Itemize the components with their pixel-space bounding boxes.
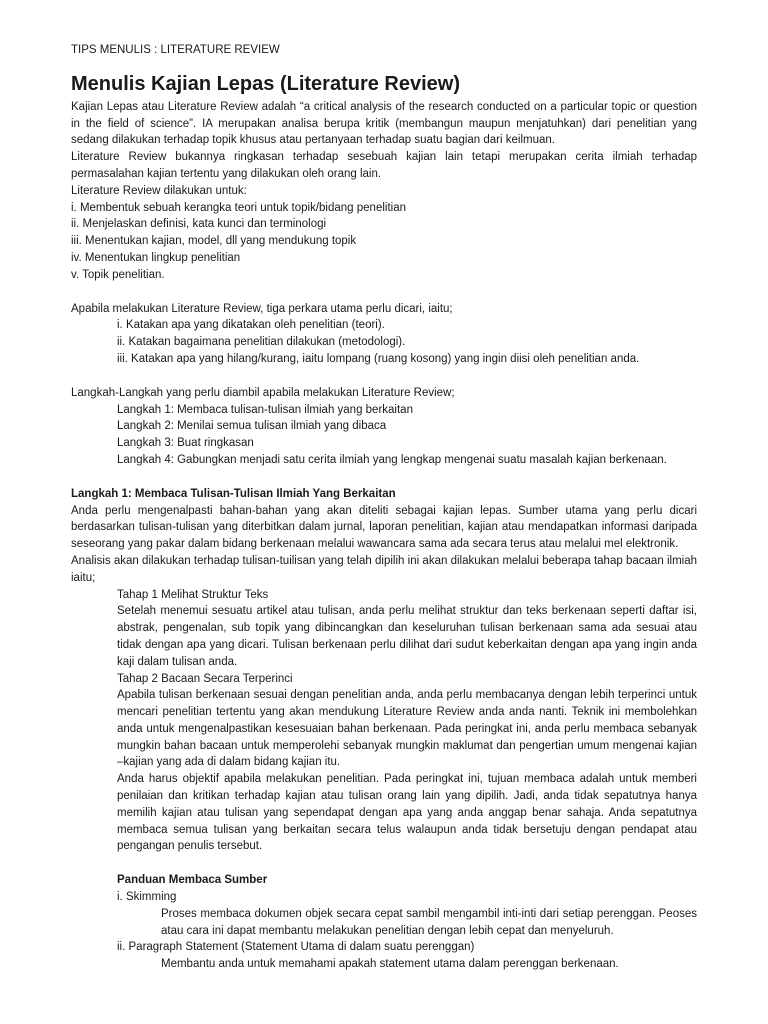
- body-paragraph: Anda harus objektif apabila melakukan penelitian. Pada peringkat ini, tujuan membaca adalah untuk memberi penilaian dan kritikan terhadap kajian atau tulisan orang lain yang dipilih. Jadi, anda tidak sepatutnya hanya memilih kajian atau tulisan yang sependapat dengan apa yang anda anggap benar sahaja. Anda sepatutnya membaca semua tulisan yang berkaitan secara telus walaupun anda tidak bersetuju dengan pendapat atau pengangan penulis tersebut.: [117, 773, 697, 853]
- step-item: Langkah 4: Gabungkan menjadi satu cerita ilmiah yang lengkap mengenai suatu masalah kajian berkenaan.: [117, 453, 667, 466]
- body-paragraph: Membantu anda untuk memahami apakah statement utama dalam perenggan berkenaan.: [161, 958, 619, 971]
- list-item: ii. Katakan bagaimana penelitian dilakukan (metodologi).: [117, 336, 406, 349]
- intro-paragraph: Literature Review bukannya ringkasan terhadap sesebuah kajian lain tetapi merupakan cerita ilmiah terhadap permasalahan kajian tertentu yang dilakukan oleh orang lain.: [71, 151, 697, 180]
- spacer: [71, 469, 697, 486]
- list-item: i. Membentuk sebuah kerangka teori untuk topik/bidang penelitian: [71, 201, 406, 214]
- body-paragraph: Apabila tulisan berkenaan sesuai dengan penelitian anda, anda perlu membacanya dengan lebih terperinci untuk mencari penelitian tertentu yang akan mendukung Literature Review anda anda nanti. Teknik ini membolehkan anda untuk mengenalpastikan kesesuaian bahan berkenaan. Pada peringkat ini, anda perlu membaca sebanyak mungkin bahan bacaan untuk memperolehi sebanyak mungkin maklumat dan pengertian umum mengenai kajian –kajian yang ada di dalam bidang kajian itu.: [117, 689, 697, 769]
- list-item: ii. Menjelaskan definisi, kata kunci dan terminologi: [71, 218, 327, 231]
- intro-paragraph: Kajian Lepas atau Literature Review adalah “a critical analysis of the research conducted on a particular topic or question in the field of science”. IA merupakan analisa berupa kritik (membangun maupun menjatuhkan) dari penelitian yang sedang dilakukan terhadap topik khusus atau pertanyaan terhadap suatu bagian dari keilmuan.: [71, 100, 697, 147]
- section-heading: Panduan Membaca Sumber: [117, 874, 268, 887]
- three-things-lead: Apabila melakukan Literature Review, tiga perkara utama perlu dicari, iaitu;: [71, 302, 453, 315]
- list-item: iii. Katakan apa yang hilang/kurang, iaitu lompang (ruang kosong) yang ingin diisi oleh penelitian anda.: [117, 352, 640, 365]
- step-item: Langkah 1: Membaca tulisan-tulisan ilmiah yang berkaitan: [117, 403, 413, 416]
- body-paragraph: Proses membaca dokumen objek secara cepat sambil mengambil inti-inti dari setiap perenggan. Peoses atau cara ini dapat membantu melakukan penelitian dengan lebih cepat dan menyeluruh.: [161, 907, 697, 937]
- header-label: TIPS MENULIS : LITERATURE REVIEW: [71, 44, 280, 56]
- list-item: i. Katakan apa yang dikatakan oleh penelitian (teori).: [117, 319, 385, 332]
- steps-lead: Langkah-Langkah yang perlu diambil apabila melakukan Literature Review;: [71, 386, 455, 399]
- subsection-title: Tahap 1 Melihat Struktur Teks: [117, 588, 269, 601]
- body-paragraph: Analisis akan dilakukan terhadap tulisan-tuilisan yang telah dipilih ini akan dilakukan melalui beberapa tahap bacaan ilmiah iaitu;: [71, 554, 697, 584]
- subsection-title: ii. Paragraph Statement (Statement Utama di dalam suatu perenggan): [117, 941, 475, 954]
- spacer: [71, 855, 697, 872]
- section-heading: Langkah 1: Membaca Tulisan-Tulisan Ilmiah Yang Berkaitan: [71, 487, 396, 500]
- intro-list-lead: Literature Review dilakukan untuk:: [71, 184, 247, 197]
- page-title: Menulis Kajian Lepas (Literature Review): [71, 72, 460, 95]
- list-item: iii. Menentukan kajian, model, dll yang mendukung topik: [71, 235, 357, 248]
- list-item: iv. Menentukan lingkup penelitian: [71, 251, 241, 264]
- subsection-title: Tahap 2 Bacaan Secara Terperinci: [117, 672, 293, 685]
- step-item: Langkah 3: Buat ringkasan: [117, 437, 254, 450]
- step-item: Langkah 2: Menilai semua tulisan ilmiah yang dibaca: [117, 420, 387, 433]
- body-paragraph: Setelah menemui sesuatu artikel atau tulisan, anda perlu melihat struktur dan teks berkenaan seperti daftar isi, abstrak, pengenalan, sub topik yang dibincangkan dan keseluruhan tulisan berkenaan sama ada sesuai atau tidak dengan apa yang dicari. Tulisan berkenaan perlu dilihat dari sudut keberkaitan dengan apa yang ingin anda kaji dalam tulisan anda.: [117, 605, 697, 668]
- spacer: [71, 284, 697, 301]
- subsection-title: i. Skimming: [117, 891, 177, 904]
- body-paragraph: Anda perlu mengenalpasti bahan-bahan yang akan diteliti sebagai kajian lepas. Sumber utama yang perlu dicari berdasarkan tulisan-tulisan yang diterbitkan dalam jurnal, laporan penelitian, kajian atau mendapatkan informasi daripada seseorang yang pakar dalam bidang berkenaan melalui wawancara sama ada secara terus atau melalui mel elektronik.: [71, 504, 697, 551]
- list-item: v. Topik penelitian.: [71, 268, 165, 281]
- spacer: [71, 368, 697, 385]
